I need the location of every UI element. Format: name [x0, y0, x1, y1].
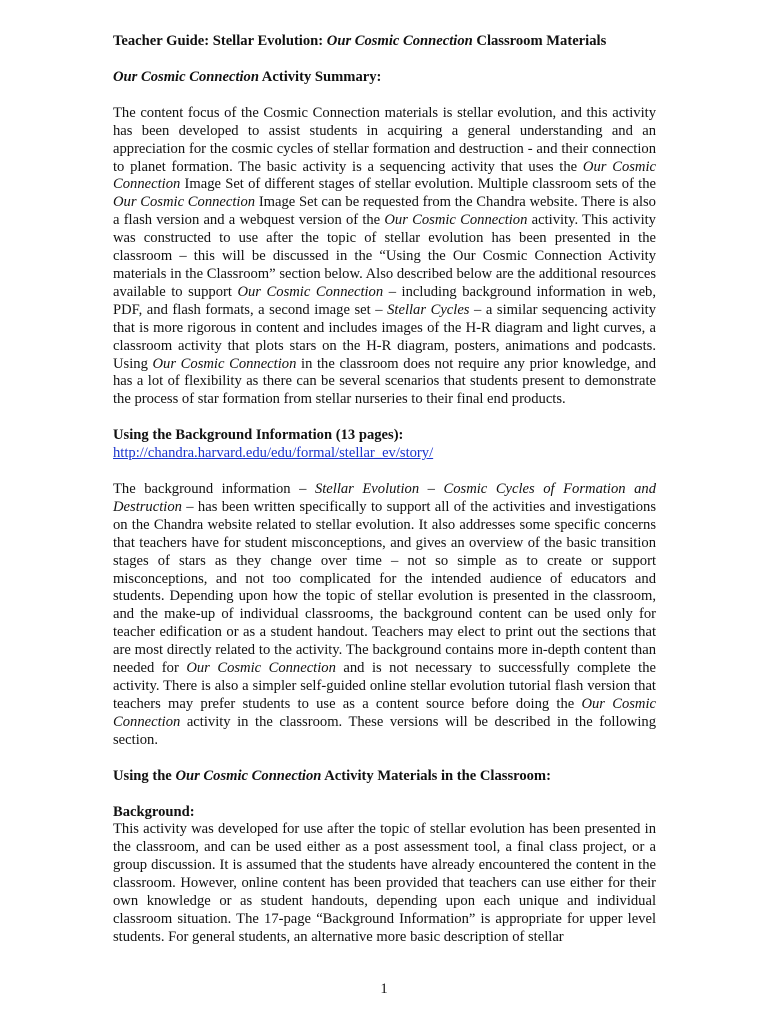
background-info-paragraph: The background information – Stellar Evolution – Cosmic Cycles of Formation and Destruction – has been written specifically to support all of the activities and investigations on the Chandra website related to stellar evolution. It also addresses some specific concerns that teachers have for student misconceptions, and gives an overview of the basic transition stages of stars as they change over time – not so simple as to create or support misconceptions, and not too complicated for the intended audience of educators and students. Depending upon how the topic of stellar evolution is presented in the classroom, and the make-up of individual classrooms, the background content can be used only for teacher edification or as a student handout. Teachers may elect to print out the sections that are most directly related to the activity. The background contains more in-depth content than needed for Our Cosmic Connection and is not necessary to successfully complete the activity. There is also a simpler self-guided online stellar evolution tutorial flash version that teachers may prefer students to use as a content source before doing the Our Cosmic Connection activity in the classroom. These versions will be described in the following section. [113, 481, 656, 748]
document-title: Teacher Guide: Stellar Evolution: Our Cosmic Connection Classroom Materials [113, 33, 607, 49]
activity-summary-paragraph: The content focus of the Cosmic Connection materials is stellar evolution, and this activity has been developed to assist students in acquiring a general understanding and an appreciation for the cosmic cycles of stellar formation and destruction - and their connection to planet formation. The basic activity is a sequencing activity that uses the Our Cosmic Connection Image Set of different stages of stellar evolution. Multiple classroom sets of the Our Cosmic Connection Image Set can be requested from the Chandra website. There is also a flash version and a webquest version of the Our Cosmic Connection activity. This activity was constructed to use after the topic of stellar evolution has been presented in the classroom – this will be discussed in the “Using the Our Cosmic Connection Activity materials in the Classroom” section below. Also described below are the additional resources available to support Our Cosmic Connection – including background information in web, PDF, and flash formats, a second image set – Stellar Cycles – a similar sequencing activity that is more rigorous in content and includes images of the H-R diagram and light curves, a classroom activity that plots stars on the H-R diagram, posters, animations and podcasts. Using Our Cosmic Connection in the classroom does not require any prior knowledge, and has a lot of flexibility as there can be several scenarios that students present to demonstrate the process of star formation from stellar nurseries to their final end products. [113, 104, 656, 408]
activity-summary-heading: Our Cosmic Connection Activity Summary: [113, 68, 382, 85]
classroom-materials-heading: Using the Our Cosmic Connection Activity Materials in the Classroom: [113, 767, 551, 784]
page-number: 1 [380, 981, 388, 997]
background-info-heading: Using the Background Information (13 pages): [113, 427, 404, 444]
background-section-paragraph: This activity was developed for use after the topic of stellar evolution has been presented in the classroom, and can be used either as a post assessment tool, a final class project, or a group discussion. It is assumed that the students have already encountered the content in the classroom. However, online content has been provided that teachers can use either for their own knowledge or as student handouts, depending upon each unique and individual classroom situation. The 17-page “Background Information” is appropriate for upper level students. For general students, an alternative more basic description of stellar [113, 821, 656, 945]
background-info-link-line [113, 445, 656, 463]
background-subheading: Background: [113, 803, 195, 820]
background-info-link[interactable]: http://chandra.harvard.edu/edu/formal/stellar_ev/story/ [113, 445, 434, 462]
